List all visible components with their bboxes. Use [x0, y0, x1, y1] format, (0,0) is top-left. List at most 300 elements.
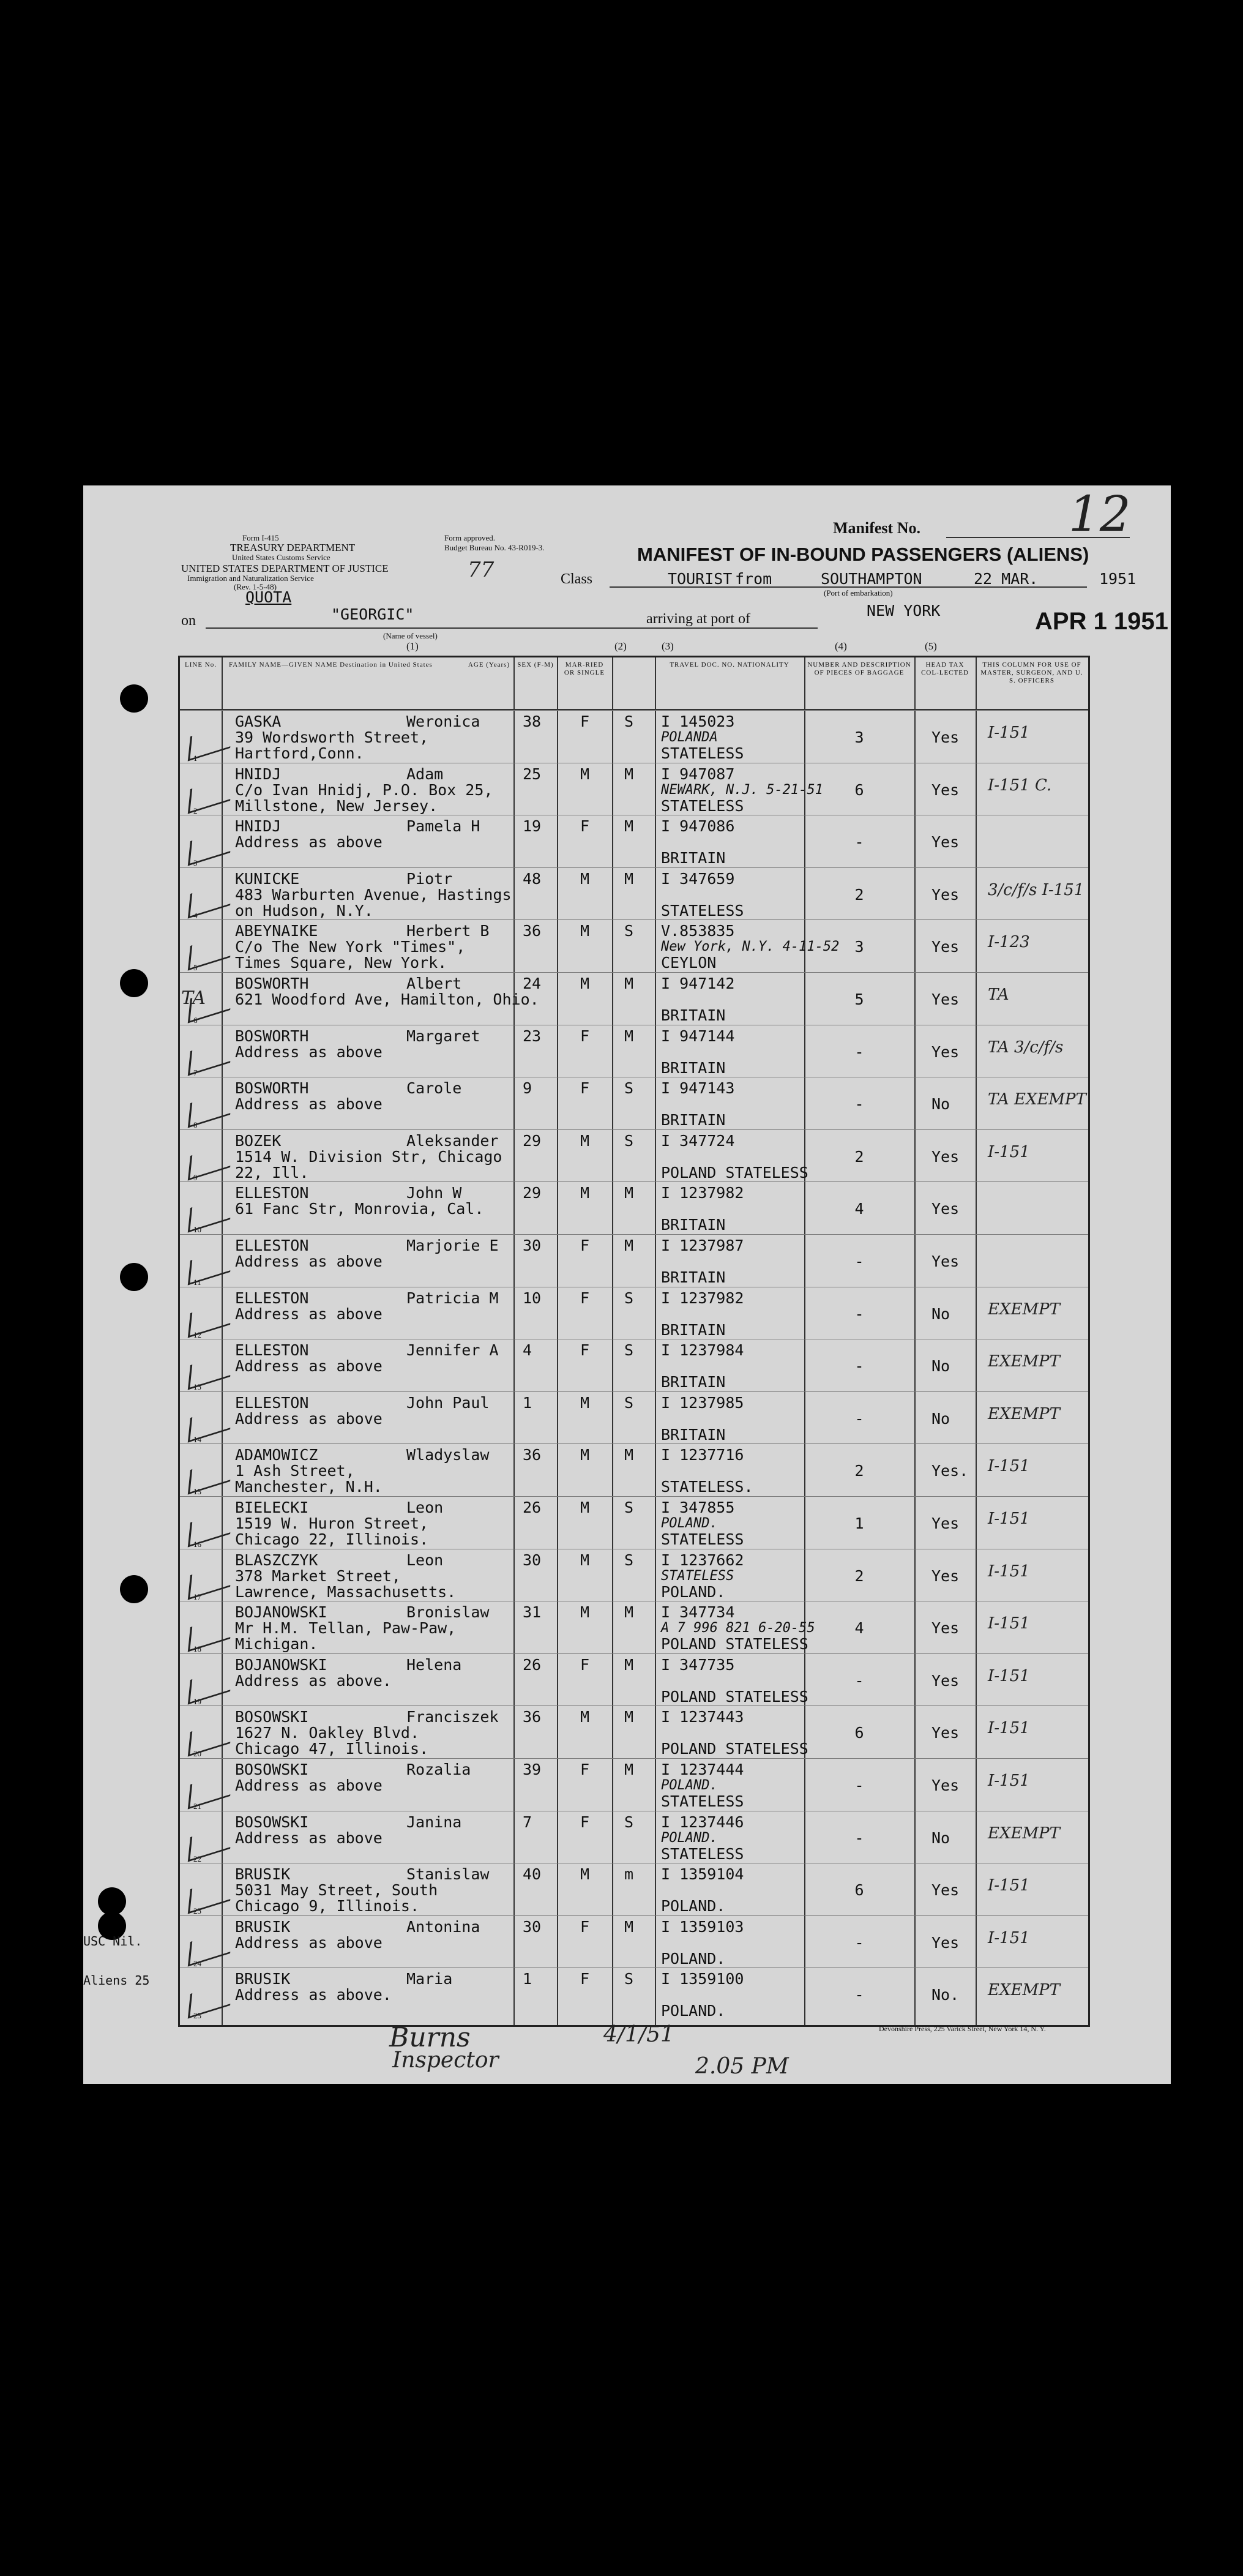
sex-value: M: [580, 975, 590, 992]
family-name: BOSWORTH: [235, 975, 309, 992]
baggage-count: -: [854, 1671, 864, 1690]
table-row: [180, 1391, 1088, 1445]
baggage-count: -: [854, 1986, 864, 2004]
given-name: John Paul: [406, 1393, 490, 1412]
line-number: 12: [193, 1330, 201, 1339]
travel-doc-number: I 347659: [661, 869, 735, 888]
port-of-embarkation: SOUTHAMPTON: [821, 570, 922, 588]
arriving-label: arriving at port of: [646, 611, 750, 627]
col-line-no: LINE No.: [185, 661, 217, 668]
col-number: (2): [614, 640, 627, 652]
family-name: ELLESTON: [235, 1184, 309, 1202]
sex-value: M: [580, 765, 590, 783]
col-sex: SEX (F-M): [517, 661, 554, 668]
line-number: 6: [193, 1016, 198, 1025]
destination-address: Address as above: [235, 1777, 383, 1794]
sex-value: F: [580, 1079, 590, 1098]
officer-note: TA EXEMPT: [988, 1090, 1086, 1109]
binder-hole: [120, 1263, 148, 1291]
head-tax: No: [931, 1409, 950, 1428]
head-tax: Yes: [931, 1252, 960, 1270]
head-tax: Yes: [931, 728, 960, 746]
signature-date: 4/1/51: [603, 2022, 674, 2047]
baggage-count: -: [854, 1095, 864, 1114]
line-number: 19: [193, 1696, 201, 1706]
nationality: STATELESS.: [661, 1478, 753, 1496]
signature-time: 2.05 PM: [695, 2054, 789, 2079]
binder-hole: [120, 1575, 148, 1603]
age-value: 36: [523, 1446, 542, 1464]
travel-doc-number: I 1237444: [661, 1761, 744, 1778]
marital-status: S: [624, 713, 634, 730]
checkmark-icon: [188, 1300, 233, 1338]
nationality: POLAND STATELESS: [661, 1163, 808, 1181]
inspector-signature: Burns: [389, 2022, 471, 2053]
travel-doc-number: I 1237982: [661, 1289, 744, 1307]
marital-status: S: [624, 1341, 634, 1360]
table-row: [180, 1077, 1088, 1130]
margin-note-ta: TA: [181, 987, 206, 1009]
aliens-count: Aliens 25: [83, 1973, 150, 1988]
age-value: 1: [523, 1393, 532, 1412]
baggage-count: 4: [854, 1619, 864, 1638]
nationality: BRITAIN: [661, 1058, 726, 1077]
arrival-port: NEW YORK: [867, 602, 941, 620]
age-value: 24: [523, 975, 542, 992]
officer-note: EXEMPT: [988, 1352, 1060, 1371]
sex-value: F: [580, 1655, 590, 1674]
marital-status: S: [624, 1079, 634, 1098]
sex-value: M: [580, 1708, 590, 1726]
baggage-count: 2: [854, 1567, 864, 1585]
nationality: POLAND.: [661, 1582, 726, 1601]
sex-value: M: [580, 1499, 590, 1516]
sex-value: F: [580, 1289, 590, 1307]
baggage-count: -: [854, 1829, 864, 1847]
sex-value: M: [580, 1131, 590, 1150]
sex-value: M: [580, 1184, 590, 1202]
table-row: [180, 1653, 1088, 1707]
family-name: BOSOWSKI: [235, 1761, 309, 1778]
destination-address: Address as above: [235, 1305, 383, 1323]
destination-address: Michigan.: [235, 1635, 318, 1653]
travel-doc-note: NEWARK, N.J. 5-21-51: [661, 782, 823, 798]
col-number: (3): [662, 640, 674, 652]
destination-address: on Hudson, N.Y.: [235, 901, 373, 919]
table-row: [180, 1863, 1088, 1916]
marital-status: M: [624, 975, 634, 992]
checkmark-icon: [188, 1824, 233, 1862]
destination-address: Address as above: [235, 1252, 383, 1270]
line-number: 11: [193, 1278, 201, 1287]
marital-status: M: [624, 1655, 634, 1674]
officer-note: I-151: [988, 1142, 1030, 1161]
head-tax: Yes: [931, 1777, 960, 1794]
destination-address: 39 Wordsworth Street,: [235, 728, 429, 746]
baggage-count: -: [854, 1777, 864, 1794]
given-name: Marjorie E: [406, 1237, 499, 1254]
family-name: ELLESTON: [235, 1341, 309, 1360]
checkmark-icon: [188, 1510, 233, 1548]
budget-bureau: Budget Bureau No. 43-R019-3.: [444, 543, 545, 552]
line-number: 3: [193, 858, 198, 868]
baggage-count: 2: [854, 1462, 864, 1480]
officer-note: TA: [988, 986, 1009, 1004]
line-number: 14: [193, 1434, 201, 1444]
col-travel-doc: TRAVEL DOC. NO. NATIONALITY: [670, 661, 789, 668]
sheet-number: 12: [1069, 485, 1131, 542]
sex-value: F: [580, 1237, 590, 1254]
destination-address: Address as above: [235, 1933, 383, 1952]
line-number: 16: [193, 1540, 201, 1549]
nationality: STATELESS: [661, 796, 744, 815]
destination-address: Chicago 9, Illinois.: [235, 1897, 420, 1915]
travel-doc-number: I 1237443: [661, 1708, 744, 1726]
given-name: Stanislaw: [406, 1865, 490, 1884]
checkmark-icon: [188, 1666, 233, 1704]
family-name: HNIDJ: [235, 765, 282, 783]
head-tax: Yes: [931, 938, 960, 956]
departure-date: 22 MAR.: [974, 570, 1039, 588]
table-row: [180, 1234, 1088, 1287]
nationality: BRITAIN: [661, 849, 726, 867]
head-tax: No: [931, 1829, 950, 1847]
age-value: 19: [523, 817, 542, 836]
marital-status: S: [624, 1813, 634, 1831]
nationality: CEYLON: [661, 954, 717, 972]
given-name: Aleksander: [406, 1131, 499, 1150]
age-value: 36: [523, 1708, 542, 1726]
table-row: [180, 867, 1088, 921]
family-name: BOSWORTH: [235, 1027, 309, 1045]
destination-address: Address as above.: [235, 1671, 392, 1690]
travel-doc-number: I 1237987: [661, 1237, 744, 1254]
baggage-count: -: [854, 833, 864, 852]
given-name: Herbert B: [406, 922, 490, 940]
col-officers: THIS COLUMN FOR USE OF MASTER, SURGEON, AND U. S. OFFICERS: [980, 661, 1083, 684]
destination-address: 1514 W. Division Str, Chicago: [235, 1147, 502, 1166]
head-tax: Yes: [931, 990, 960, 1008]
col-number: (4): [835, 640, 847, 652]
head-tax: Yes: [931, 1619, 960, 1638]
age-value: 36: [523, 922, 542, 940]
sex-value: M: [580, 869, 590, 888]
class-value: TOURIST: [668, 570, 733, 588]
baggage-count: 4: [854, 1200, 864, 1218]
head-tax: No: [931, 1357, 950, 1376]
class-label: Class: [561, 571, 593, 587]
given-name: Leon: [406, 1499, 444, 1516]
marital-status: S: [624, 1499, 634, 1516]
travel-doc-number: I 347724: [661, 1131, 735, 1150]
age-value: 1: [523, 1970, 532, 1988]
marital-status: M: [624, 1237, 634, 1254]
table-row: [180, 1705, 1088, 1759]
destination-address: 378 Market Street,: [235, 1567, 401, 1585]
travel-doc-number: I 1237985: [661, 1393, 744, 1412]
given-name: Wladyslaw: [406, 1446, 490, 1464]
checkmark-icon: [188, 1142, 233, 1180]
nationality: BRITAIN: [661, 1373, 726, 1391]
age-value: 25: [523, 765, 542, 783]
baggage-count: -: [854, 1933, 864, 1952]
baggage-count: -: [854, 1357, 864, 1376]
officer-note: I-151: [988, 724, 1030, 742]
age-value: 26: [523, 1655, 542, 1674]
marital-status: M: [624, 1708, 634, 1726]
table-row: [180, 1549, 1088, 1602]
destination-address: Address as above: [235, 1357, 383, 1376]
given-name: Maria: [406, 1970, 453, 1988]
checkmark-icon: [188, 1719, 233, 1757]
checkmark-icon: [188, 724, 233, 762]
family-name: ADAMOWICZ: [235, 1446, 318, 1464]
given-name: Bronislaw: [406, 1603, 490, 1622]
sex-value: M: [580, 1551, 590, 1569]
travel-doc-number: I 947143: [661, 1079, 735, 1098]
officer-note: I-151: [988, 1666, 1030, 1685]
destination-address: C/o Ivan Hnidj, P.O. Box 25,: [235, 781, 493, 799]
travel-doc-number: I 1237446: [661, 1813, 744, 1831]
officer-note: I-151 C.: [988, 776, 1052, 795]
marital-status: M: [624, 1603, 634, 1622]
head-tax: Yes: [931, 781, 960, 799]
marital-status: M: [624, 869, 634, 888]
col-age: AGE (Years): [468, 661, 510, 668]
baggage-count: 6: [854, 781, 864, 799]
sex-value: M: [580, 1393, 590, 1412]
binder-hole: [120, 969, 148, 997]
checkmark-icon: [188, 828, 233, 866]
age-value: 26: [523, 1499, 542, 1516]
line-number: 9: [193, 1172, 198, 1182]
travel-doc-number: I 947087: [661, 765, 735, 783]
given-name: John W: [406, 1184, 462, 1202]
head-tax: Yes: [931, 1671, 960, 1690]
marital-status: S: [624, 1393, 634, 1412]
head-tax: No: [931, 1095, 950, 1114]
family-name: ELLESTON: [235, 1289, 309, 1307]
destination-address: Address as above: [235, 833, 383, 852]
age-value: 9: [523, 1079, 532, 1098]
given-name: Weronica: [406, 713, 480, 730]
age-value: 40: [523, 1865, 542, 1884]
family-name: BLASZCZYK: [235, 1551, 318, 1569]
table-row: [180, 1181, 1088, 1235]
marital-status: S: [624, 1551, 634, 1569]
travel-doc-note: A 7 996 821 6-20-55: [661, 1620, 815, 1636]
col-head-tax: HEAD TAX COL-LECTED: [921, 661, 969, 676]
checkmark-icon: [188, 1457, 233, 1495]
manifest-title: MANIFEST OF IN-BOUND PASSENGERS (ALIENS): [637, 544, 1089, 565]
table-row: [180, 1443, 1088, 1497]
destination-address: Millstone, New Jersey.: [235, 796, 438, 815]
age-value: 30: [523, 1237, 542, 1254]
age-value: 10: [523, 1289, 542, 1307]
travel-doc-number: I 1237982: [661, 1184, 744, 1202]
marital-status: M: [624, 1446, 634, 1464]
col-number: (1): [406, 640, 419, 652]
line-number: 24: [193, 1958, 201, 1968]
marital-status: S: [624, 1970, 634, 1988]
age-value: 30: [523, 1551, 542, 1569]
nationality: STATELESS: [661, 744, 744, 762]
table-row: [180, 1811, 1088, 1864]
destination-address: 483 Warburten Avenue, Hastings: [235, 885, 512, 904]
marital-status: S: [624, 1289, 634, 1307]
travel-doc-number: I 1237716: [661, 1446, 744, 1464]
officer-note: EXEMPT: [988, 1404, 1060, 1423]
head-tax: Yes: [931, 833, 960, 852]
checkmark-icon: [188, 1562, 233, 1600]
nationality: BRITAIN: [661, 1006, 726, 1024]
line-number: 7: [193, 1068, 198, 1077]
table-row: [180, 1339, 1088, 1392]
given-name: Piotr: [406, 869, 453, 888]
table-row: [180, 763, 1088, 816]
age-value: 29: [523, 1131, 542, 1150]
travel-doc-number: I 1359103: [661, 1917, 744, 1936]
head-tax: Yes: [931, 1567, 960, 1585]
given-name: Albert: [406, 975, 462, 992]
nationality: POLAND STATELESS: [661, 1635, 808, 1653]
line-number: 18: [193, 1644, 201, 1654]
head-tax: Yes: [931, 1724, 960, 1742]
table-row: [180, 710, 1088, 763]
checkmark-icon: [188, 1195, 233, 1233]
sex-value: F: [580, 1341, 590, 1360]
travel-doc-note: STATELESS: [661, 1568, 734, 1584]
destination-address: 61 Fanc Str, Monrovia, Cal.: [235, 1200, 484, 1218]
baggage-count: 6: [854, 1724, 864, 1742]
ins-label: Immigration and Naturalization Service: [187, 574, 314, 583]
head-tax: Yes: [931, 1881, 960, 1900]
given-name: Carole: [406, 1079, 462, 1098]
officer-note: I-151: [988, 1928, 1030, 1947]
line-number: 15: [193, 1487, 201, 1497]
head-tax: Yes: [931, 1043, 960, 1061]
checkmark-icon: [188, 1248, 233, 1286]
travel-doc-number: I 1237662: [661, 1551, 744, 1569]
marital-status: M: [624, 1184, 634, 1202]
sex-value: F: [580, 817, 590, 836]
family-name: BRUSIK: [235, 1917, 291, 1936]
given-name: Margaret: [406, 1027, 480, 1045]
line-number: 4: [193, 910, 198, 920]
destination-address: Manchester, N.H.: [235, 1478, 383, 1496]
baggage-count: -: [854, 1305, 864, 1323]
travel-doc-note: New York, N.Y. 4-11-52: [661, 939, 840, 955]
destination-address: 621 Woodford Ave, Hamilton, Ohio.: [235, 990, 539, 1008]
table-row: [180, 919, 1088, 973]
class-from: from: [735, 570, 772, 588]
nationality: POLAND.: [661, 1897, 726, 1915]
line-number: 25: [193, 2011, 201, 2021]
line-number: 20: [193, 1749, 201, 1759]
marital-status: M: [624, 1917, 634, 1936]
given-name: Helena: [406, 1655, 462, 1674]
head-tax: Yes.: [931, 1462, 969, 1480]
given-name: Franciszek: [406, 1708, 499, 1726]
baggage-count: -: [854, 1409, 864, 1428]
checkmark-icon: [188, 1772, 233, 1810]
travel-doc-note: POLAND.: [661, 1830, 718, 1846]
baggage-count: 6: [854, 1881, 864, 1900]
table-row: [180, 1915, 1088, 1969]
head-tax: No: [931, 1305, 950, 1323]
sex-value: M: [580, 922, 590, 940]
destination-address: 1 Ash Street,: [235, 1462, 355, 1480]
travel-doc-note: POLAND.: [661, 1778, 718, 1793]
sex-value: F: [580, 1813, 590, 1831]
form-rev: (Rev. 1-5-48): [234, 582, 277, 591]
destination-address: Address as above: [235, 1409, 383, 1428]
nationality: STATELESS: [661, 1530, 744, 1548]
vessel-underline: [206, 627, 818, 629]
sex-value: F: [580, 1761, 590, 1778]
nationality: BRITAIN: [661, 1425, 726, 1443]
sex-value: M: [580, 1446, 590, 1464]
passenger-table: [178, 656, 1090, 2027]
officer-note: EXEMPT: [988, 1824, 1060, 1843]
checkmark-icon: [188, 880, 233, 918]
family-name: ELLESTON: [235, 1237, 309, 1254]
checkmark-icon: [188, 933, 233, 971]
head-tax: No.: [931, 1986, 960, 2004]
nationality: STATELESS: [661, 1844, 744, 1863]
family-name: ABEYNAIKE: [235, 922, 318, 940]
checkmark-icon: [188, 1981, 233, 2019]
checkmark-icon: [188, 1352, 233, 1390]
head-tax: Yes: [931, 1200, 960, 1218]
destination-address: Mr H.M. Tellan, Paw-Paw,: [235, 1619, 457, 1638]
checkmark-icon: [188, 986, 233, 1024]
given-name: Janina: [406, 1813, 462, 1831]
destination-address: 1627 N. Oakley Blvd.: [235, 1724, 420, 1742]
destination-address: Times Square, New York.: [235, 954, 447, 972]
nationality: POLAND.: [661, 1949, 726, 1968]
family-name: BOZEK: [235, 1131, 282, 1150]
checkmark-icon: [188, 1404, 233, 1442]
line-number: 17: [193, 1592, 201, 1601]
age-value: 48: [523, 869, 542, 888]
nationality: BRITAIN: [661, 1216, 726, 1234]
col-name: FAMILY NAME—GIVEN NAME Destination in United States: [229, 661, 433, 668]
nationality: STATELESS: [661, 901, 744, 919]
given-name: Pamela H: [406, 817, 480, 836]
sex-value: M: [580, 1865, 590, 1884]
head-tax: Yes: [931, 885, 960, 904]
line-number: 1: [193, 754, 198, 763]
officer-note: I-151: [988, 1510, 1030, 1528]
table-row: [180, 1025, 1088, 1078]
printer-imprint: Devonshire Press, 225 Varick Street, New York 14, N. Y.: [879, 2024, 1046, 2033]
marital-status: M: [624, 1761, 634, 1778]
baggage-count: -: [854, 1043, 864, 1061]
officer-note: 3/c/f/s I-151: [988, 880, 1084, 899]
officer-note: I-151: [988, 1772, 1030, 1790]
destination-address: Address as above: [235, 1095, 383, 1114]
table-row: [180, 1968, 1088, 2021]
destination-address: 5031 May Street, South: [235, 1881, 438, 1900]
officer-note: I-151: [988, 1562, 1030, 1581]
destination-address: Lawrence, Massachusetts.: [235, 1582, 457, 1601]
family-name: BOJANOWSKI: [235, 1655, 327, 1674]
sex-value: F: [580, 713, 590, 730]
destination-address: 1519 W. Huron Street,: [235, 1515, 429, 1532]
officer-note: I-151: [988, 1614, 1030, 1633]
family-name: HNIDJ: [235, 817, 282, 836]
